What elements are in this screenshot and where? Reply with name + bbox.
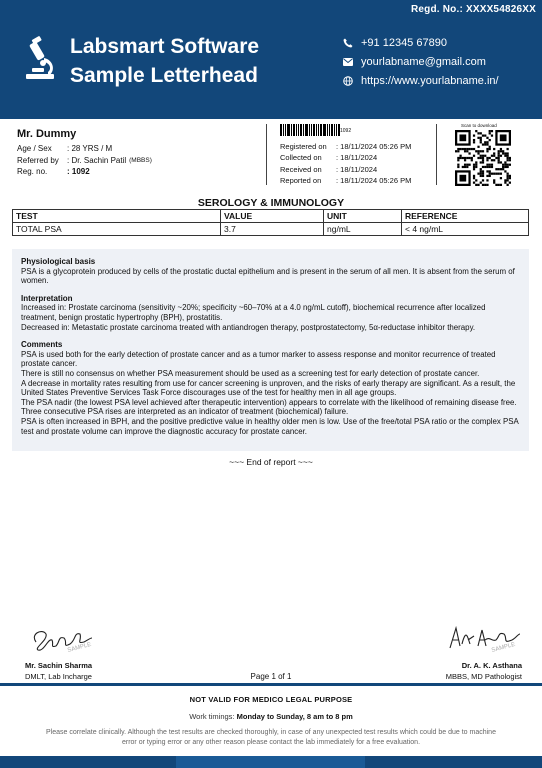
date-value: : 18/11/2024 05:26 PM	[336, 176, 412, 186]
right-signatory-title: MBBS, MD Pathologist	[445, 672, 522, 681]
qr-code[interactable]	[455, 130, 511, 186]
date-row	[280, 164, 411, 175]
header-unit: UNIT	[324, 210, 402, 223]
interpretation-title: Interpretation	[21, 293, 73, 303]
page-number: Page 1 of 1	[250, 672, 292, 681]
section-title: SEROLOGY & IMMUNOLOGY	[197, 197, 345, 209]
date-row	[280, 141, 411, 152]
date-label: Registered on	[280, 142, 327, 152]
cell-value: 3.7	[221, 223, 324, 236]
referred-value: : Dr. Sachin Patil	[67, 155, 127, 165]
age-sex-label: Age / Sex	[17, 144, 52, 154]
referred-row	[17, 155, 152, 167]
sample-dates	[280, 141, 411, 186]
results-table	[12, 209, 529, 236]
end-of-report: ~~~ End of report ~~~	[229, 457, 313, 467]
referred-label: Referred by	[17, 155, 59, 165]
comment-4: The PSA nadir (the lowest PSA level achieved after therapeutic intervention) appears to correlate with the likelihood of remaining disease free. Three consecutive PSA rises are interpreted as an indicator of treatment (biochemical) failure.	[21, 397, 517, 417]
reg-value: : 1092	[67, 167, 90, 177]
brand-line-1: Labsmart Software	[70, 35, 260, 58]
contact-info	[343, 33, 499, 90]
date-value: : 18/11/2024	[336, 164, 378, 174]
disclaimer: Please correlate clinically. Although the test results are checked thoroughly, in case of any unexpected test results which could be due to machine error or typing error or any other reason please contact the lab immediately for a free evaluation.	[46, 729, 496, 746]
timings-value: Monday to Sunday, 8 am to 8 pm	[236, 712, 353, 721]
date-value: : 18/11/2024 05:26 PM	[336, 142, 412, 152]
phone-row	[343, 33, 499, 52]
comment-5: PSA is often increased in BPH, and the positive predictive value in healthy older men is low. Use of the free/total PSA ratio or the complex PSA test and prostate volume can improve the diagnostic accuracy for prostate cancer.	[21, 416, 519, 436]
footer-rule	[0, 683, 542, 686]
phone-number[interactable]: +91 12345 67890	[361, 36, 447, 49]
age-sex-row	[17, 143, 152, 155]
email-row	[343, 52, 499, 71]
cell-reference: < 4 ng/mL	[402, 223, 529, 236]
barcode-number: 1092	[340, 128, 352, 134]
comment-3: A decrease in mortality rates resulting from use for cancer screening is unproven, and the risks of early therapy are significant. As a result, the United States Preventive Services Task Force discourages use of the test for healthy men in all age groups.	[21, 378, 516, 398]
globe-icon	[343, 76, 359, 86]
patient-name: Mr. Dummy	[17, 128, 77, 140]
phone-icon	[343, 38, 359, 48]
comments-title: Comments	[21, 340, 63, 350]
table-header-row	[13, 210, 529, 223]
website-row	[343, 71, 499, 90]
svg-text:SAMPLE: SAMPLE	[66, 641, 93, 654]
basis-text: PSA is a glycoprotein produced by cells of the prostatic ductal epithelium and is present in the serum of all men. It is absent from the serum of women.	[21, 266, 515, 286]
mail-icon	[343, 58, 359, 66]
brand-name	[70, 32, 259, 90]
interpretation-decreased: Decreased in: Metastatic prostate carcinoma treated with antiandrogen therapy, postprostatectomy, 5α-reductase inhibitor therapy.	[21, 322, 476, 332]
interpretation-increased: Increased in: Prostate carcinoma (sensitivity ~20%; specificity ~60–70% at a 4.0 ng/mL cutoff), biochemical recurrence after localized treatment, benign prostatic hypertrophy (BPH), prostatitis.	[21, 303, 486, 322]
left-signature-image	[28, 622, 98, 654]
table-row	[13, 223, 529, 236]
header-value: VALUE	[221, 210, 324, 223]
reg-row	[17, 166, 152, 178]
website-link[interactable]: https://www.yourlabname.in/	[361, 74, 499, 87]
brand-line-2: Sample Letterhead	[70, 64, 258, 87]
divider-left	[266, 124, 267, 185]
cell-unit: ng/mL	[324, 223, 402, 236]
age-sex-value: : 28 YRS / M	[67, 144, 113, 154]
referred-degree: (MBBS)	[129, 156, 152, 164]
left-signatory-name: Mr. Sachin Sharma	[25, 661, 93, 670]
registration-number: Regd. No.: XXXX54826XX	[410, 4, 536, 15]
microscope-icon	[20, 36, 58, 80]
header-test: TEST	[13, 210, 221, 223]
email-address[interactable]: yourlabname@gmail.com	[361, 55, 486, 68]
not-valid-notice: NOT VALID FOR MEDICO LEGAL PURPOSE	[189, 695, 353, 704]
basis-title: Physiological basis	[21, 257, 96, 266]
header-reference: REFERENCE	[402, 210, 529, 223]
reg-label: Reg. no.	[17, 167, 48, 177]
left-signatory-title: DMLT, Lab Incharge	[25, 672, 92, 681]
right-signature-image	[446, 622, 522, 654]
divider-right	[436, 124, 437, 185]
work-timings	[0, 712, 542, 721]
comment-2: There is still no consensus on whether PSA measurement should be used as a screening test for early detection of prostate cancer.	[21, 368, 480, 378]
right-signatory	[446, 660, 522, 682]
date-row	[280, 152, 411, 163]
date-label: Reported on	[280, 176, 322, 186]
footer-bar	[0, 756, 542, 768]
cell-test: TOTAL PSA	[13, 223, 221, 236]
qr-label: Scan to download	[461, 123, 497, 128]
date-label: Received on	[280, 164, 322, 174]
date-row	[280, 175, 411, 186]
date-label: Collected on	[280, 153, 322, 163]
comment-1: PSA is used both for the early detection of prostate cancer and as a tumor marker to assess response and monitor recurrence of treated prostate cancer.	[21, 349, 496, 369]
date-value: : 18/11/2024	[336, 153, 378, 163]
test-notes	[12, 249, 529, 451]
patient-info	[17, 128, 152, 178]
letterhead-header	[0, 0, 542, 119]
right-signatory-name: Dr. A. K. Asthana	[461, 661, 522, 670]
svg-text:SAMPLE: SAMPLE	[490, 641, 517, 654]
timings-label: Work timings:	[189, 712, 235, 721]
barcode	[280, 124, 341, 136]
